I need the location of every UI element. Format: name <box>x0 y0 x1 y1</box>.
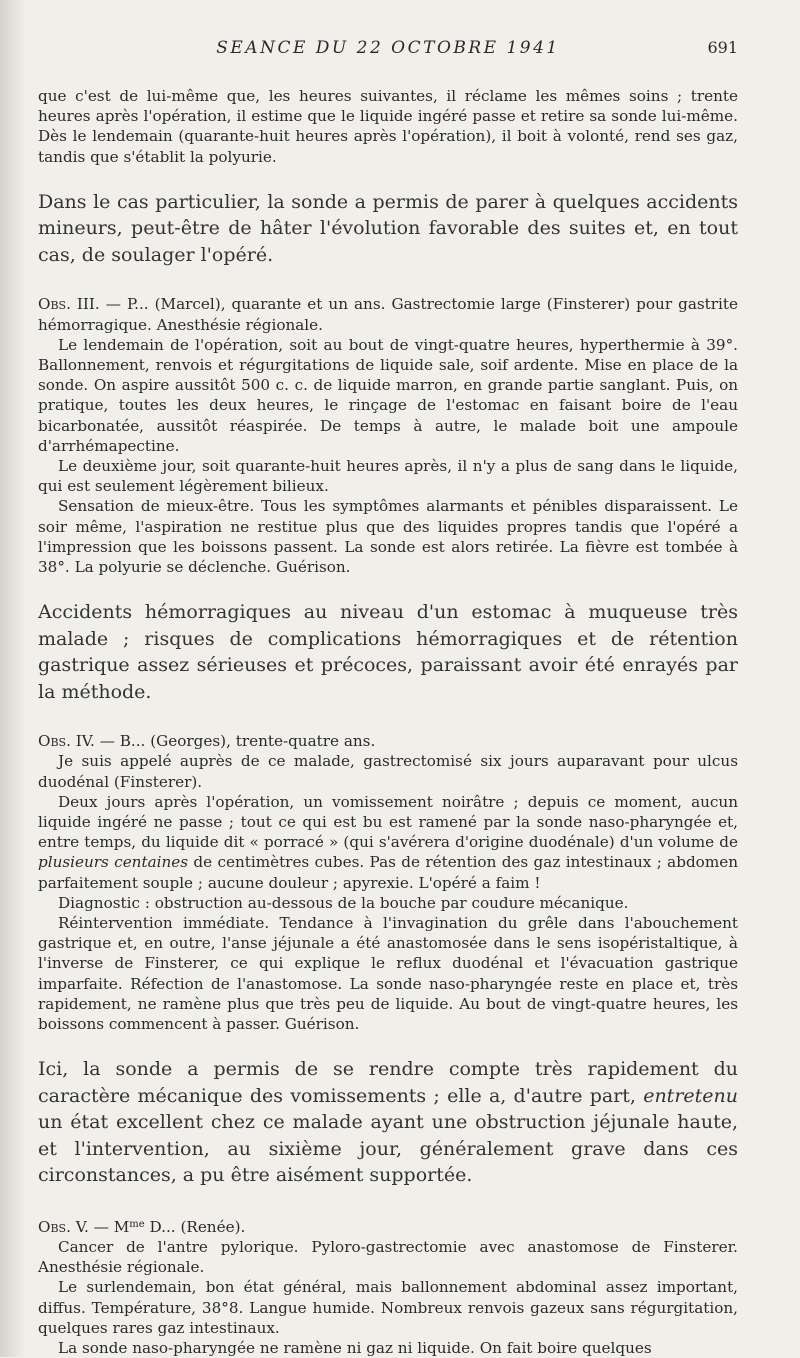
obs-5-superscript: me <box>129 1218 145 1230</box>
obs-4-paragraph: Diagnostic : obstruction au-dessous de la bouche par coudure mécanique. <box>58 893 629 912</box>
page-number: 691 <box>707 38 738 57</box>
paragraph-continuation: que c'est de lui-même que, les heures suivantes, il réclame les mêmes soins ; trente heures après l'opération, il estime que le liquide ingéré passe et retire sa sonde lui-même. Dès le lendemain (quarante-huit heures après l'opération), il boit à volonté, rend ses gaz, tandis que s'établit la polyurie. <box>38 87 738 166</box>
obs-4-text: Deux jours après l'opération, un vomissement noirâtre ; depuis ce moment, aucun liquide ingéré ne passe ; tout ce qui est bu est ramené par la sonde naso-pharyngée et, entre temps, du liquide dit « porracé » (qui s'avérera d'origine duodénale) d'un volume de <box>38 792 738 852</box>
obs-5-paragraph: La sonde naso-pharyngée ne ramène ni gaz ni liquide. On fait boire quelques <box>58 1338 652 1357</box>
obs-3-paragraph: Le lendemain de l'opération, soit au bout de vingt-quatre heures, hyperthermie à 39°. Ballonnement, renvois et régurgitations de liquide sale, soif ardente. Mise en place de la sonde. On aspire aussitôt 500 c. c. de liquide marron, en grande partie sanglant. Puis, on pratique, toutes les deux heures, le rinçage de l'estomac en faisant boire de l'eau bicarbonatée, aussitôt réaspirée. De temps à autre, le malade boit une ampoule d'arrhémapectine. <box>38 335 738 455</box>
obs-3-label: Obs. III. <box>38 295 100 314</box>
obs-5-label: Obs. V. <box>38 1217 89 1236</box>
obs-5-heading <box>38 1215 738 1237</box>
commentary-3-emphasis: entretenu <box>643 1084 738 1107</box>
obs-5-heading-text: — M <box>88 1217 130 1236</box>
obs-5-paragraph: Cancer de l'antre pylorique. Pyloro-gastrectomie avec anastomose de Finsterer. Anesthésie régionale. <box>38 1237 738 1277</box>
obs-4-heading-text: — B... (Georges), trente-quatre ans. <box>94 732 376 751</box>
obs-4-label: Obs. IV. <box>38 732 95 751</box>
obs-4-paragraph: Réintervention immédiate. Tendance à l'invagination du grêle dans l'abouchement gastrique et, en outre, l'anse jéjunale a été anastomosée dans le sens isopéristaltique, à l'inverse de Finsterer, ce qui explique le reflux duodénal et l'évacuation gastrique imparfaite. Réfection de l'anastomose. La sonde naso-pharyngée reste en place et, très rapidement, ne ramène plus que très peu de liquide. Au bout de vingt-quatre heures, les boissons commencent à passer. Guérison. <box>38 913 738 1033</box>
obs-5-heading-text: D... (Renée). <box>144 1217 246 1236</box>
commentary-3 <box>38 1056 738 1189</box>
header-title: SEANCE DU 22 OCTOBRE 1941 <box>216 38 560 58</box>
obs-4-emphasis: plusieurs centaines <box>38 853 189 872</box>
obs-3-paragraph: Sensation de mieux-être. Tous les symptômes alarmants et pénibles disparaissent. Le soir même, l'aspiration ne restitue plus que des liquides propres tandis que l'opéré a l'impression que les boissons passent. La sonde est alors retirée. La fièvre est tombée à 38°. La polyurie se déclenche. Guérison. <box>38 497 738 576</box>
obs-4-paragraph: Je suis appelé auprès de ce malade, gastrectomisé six jours auparavant pour ulcus duodénal (Finsterer). <box>38 752 738 791</box>
commentary-3-text: un état excellent chez ce malade ayant une obstruction jéjunale haute, et l'intervention, au sixième jour, généralement grave dans ces circonstances, a pu être aisément supportée. <box>38 1111 738 1187</box>
page-content <box>38 86 738 1358</box>
page-edge-shadow <box>0 0 26 1357</box>
obs-4-text: de centimètres cubes. Pas de rétention des gaz intestinaux ; abdomen parfaitement souple ; aucune douleur ; apyrexie. L'opéré a faim ! <box>38 853 738 892</box>
commentary-1: Dans le cas particulier, la sonde a permis de parer à quelques accidents mineurs, peut-être de hâter l'évolution favorable des suites et, en tout cas, de soulager l'opéré. <box>38 190 738 266</box>
obs-3-heading-text: — P... (Marcel), quarante et un ans. Gastrectomie large (Finsterer) pour gastrite hémorragique. Anesthésie régionale. <box>38 295 738 334</box>
commentary-3-text: Ici, la sonde a permis de se rendre compte très rapidement du caractère mécanique des vomissements ; elle a, d'autre part, <box>38 1058 738 1107</box>
obs-4-heading <box>38 731 738 751</box>
obs-3-paragraph: Le deuxième jour, soit quarante-huit heures après, il n'y a plus de sang dans le liquide, qui est seulement légèrement bilieux. <box>38 456 738 496</box>
obs-4-paragraph <box>38 792 738 893</box>
commentary-2: Accidents hémorragiques au niveau d'un estomac à muqueuse très malade ; risques de complications hémorragiques et de rétention gastrique assez sérieuses et précoces, paraissant avoir été enrayés par la méthode. <box>38 601 738 703</box>
running-header <box>38 38 738 62</box>
obs-5-paragraph: Le surlendemain, bon état général, mais ballonnement abdominal assez important, diffus. Température, 38°8. Langue humide. Nombreux renvois gazeux sans régurgitation, quelques rares gaz intestinaux. <box>38 1278 738 1337</box>
obs-3-heading <box>38 294 738 334</box>
